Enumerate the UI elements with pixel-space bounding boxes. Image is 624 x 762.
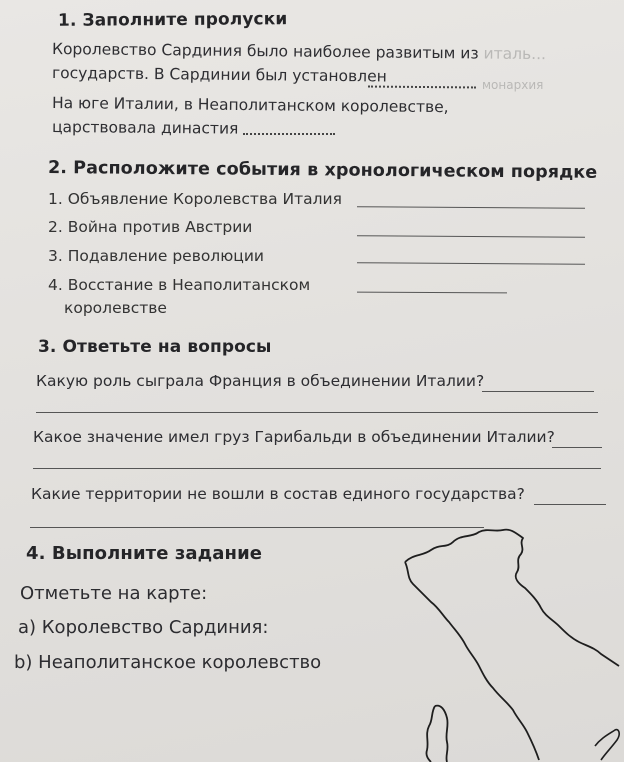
answer-line-q2-end[interactable] xyxy=(552,447,602,448)
italy-map-outline-icon[interactable] xyxy=(395,520,624,762)
section-3-title: 3. Ответьте на вопросы xyxy=(38,337,272,357)
section-1-title: 1. Заполните пролуски xyxy=(57,9,288,31)
task-instruction: Отметьте на карте: xyxy=(20,583,208,604)
blank-fill-2[interactable] xyxy=(243,133,335,135)
section-1-line-3: На юге Италии, в Неаполитанском королевстве, xyxy=(51,94,449,117)
answer-line-q3-end[interactable] xyxy=(534,504,606,505)
question-1: Какую роль сыграла Франция в объединении Италии? xyxy=(36,372,485,390)
answer-line-q1-end[interactable] xyxy=(482,391,594,392)
task-option-a: а) Королевство Сардиния: xyxy=(18,617,269,638)
section-1-line-1 xyxy=(52,40,546,63)
question-3: Какие территории не вошли в состав единого государства? xyxy=(31,485,525,503)
section-4-title: 4. Выполните задание xyxy=(26,543,263,564)
section-1-line-1-text: Королевство Сардиния было наиболее развитым из xyxy=(51,40,479,63)
event-item-2: 2. Война против Австрии xyxy=(48,218,253,236)
answer-line-event-4[interactable] xyxy=(357,292,507,294)
answer-line-event-2[interactable] xyxy=(357,235,585,238)
event-item-1: 1. Объявление Королевства Италия xyxy=(48,190,342,208)
section-1-line-2 xyxy=(52,64,387,86)
event-item-4: 4. Восстание в Неаполитанском xyxy=(48,276,311,294)
section-1-line-1-faded: италь... xyxy=(483,44,547,64)
question-2: Какое значение имел груз Гарибальди в объединении Италии? xyxy=(33,428,555,446)
answer-line-q2[interactable] xyxy=(33,468,601,469)
answer-line-event-1[interactable] xyxy=(357,206,585,209)
answer-line-q1[interactable] xyxy=(36,412,598,413)
section-1-line-2-faded: монархия xyxy=(482,78,544,92)
event-item-4-continued: королевстве xyxy=(64,299,167,317)
section-2-title: 2. Расположите события в хронологическом порядке xyxy=(47,158,598,183)
answer-line-event-3[interactable] xyxy=(357,262,585,265)
task-option-b: b) Неаполитанское королевство xyxy=(14,652,322,673)
event-item-3: 3. Подавление революции xyxy=(48,247,264,265)
section-1-line-4: царствовала династия xyxy=(51,118,239,138)
blank-fill-1[interactable] xyxy=(368,86,476,89)
section-1-line-2-text: государств. В Сардинии был установлен xyxy=(51,64,387,86)
